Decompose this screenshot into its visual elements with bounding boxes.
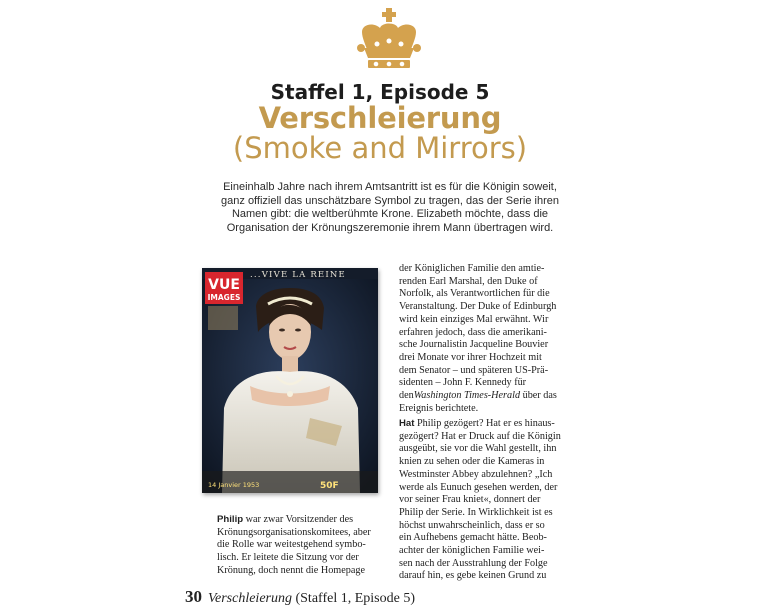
body-text: war zwar Vorsitzender des Krönungsorganisationskomitees, aber die Rolle war weitestgehend symbo- lisch. Er leitete die Sitzung vor der Krönung, doch nennt die Homepage: [217, 514, 371, 576]
episode-kicker: Staffel 1, Episode 5: [270, 80, 490, 104]
page-footer: [185, 587, 415, 607]
cover-logo-vue: VUE: [208, 277, 240, 293]
intro-paragraph: Eineinhalb Jahre nach ihrem Amtsantritt ist es für die Königin soweit, ganz offiziell das unschätzbare Symbol zu tragen, das der Serie ihren Namen gibt: die weltberühmte Krone. Elizabeth möchte, dass die Organisation der Krönungszeremonie ihrem Mann übertragen wird.: [221, 181, 559, 234]
body-text: der Königlichen Familie den amtie- renden Earl Marshal, den Duke of Norfolk, als Verantwortlichen für die Veranstaltung. Der Duke of Edinburgh wird kein einziges Mal erwähnt. Wir erfahren jedoch, dass die amerikani- sche Journalistin Jacqueline Bouvier drei Monate vor ihrer Hochzeit mit dem Senator – und späteren US-Prä- sidenten – John F. Kennedy für den: [399, 263, 557, 402]
cover-logo-images: IMAGES: [207, 293, 241, 302]
paragraph-lead: Hat: [399, 418, 415, 429]
episode-subtitle: (Smoke and Mirrors): [232, 131, 528, 165]
episode-title: Verschleierung: [258, 101, 502, 135]
body-text: Philip gezögert? Hat er es hinaus- gezögert? Hat er Druck auf die Königin ausgeübt, sie vor die Wahl gestellt, ihn knien zu sehen oder die Kameras in Westminster Abbey abzulehnen? „Ich werde als Eunuch gesehen werden, der vor seiner Frau kniet«, donnert der Philip der Serie. In Wirklichkeit ist es höchst unwahrscheinlich, dass er so ein Aufhebens gemacht hätte. Beob- achter der königlichen Familie wei- sen nach der Ausstrahlung der Folge darauf hin, es gebe keinen Grund zu: [399, 418, 561, 582]
footer-title: Verschleierung: [208, 591, 292, 606]
cover-banner-text: ...VIVE LA REINE: [250, 270, 346, 280]
cover-date: 14 Janvier 1953: [208, 481, 260, 489]
crown-icon: [356, 8, 422, 72]
footer-episode: (Staffel 1, Episode 5): [291, 591, 415, 606]
body-column-left: [217, 514, 389, 578]
page-number: 30: [185, 587, 202, 606]
vue-magazine-cover-image: [202, 268, 378, 493]
body-column-right-top: [399, 263, 577, 415]
body-text: über das Ereignis berichtete.: [399, 390, 557, 414]
paragraph-lead: Philip: [217, 514, 244, 525]
cover-price: 50F: [320, 481, 339, 491]
publication-name: Washington Times-Herald: [413, 390, 521, 402]
body-column-right-bottom: [399, 418, 577, 583]
